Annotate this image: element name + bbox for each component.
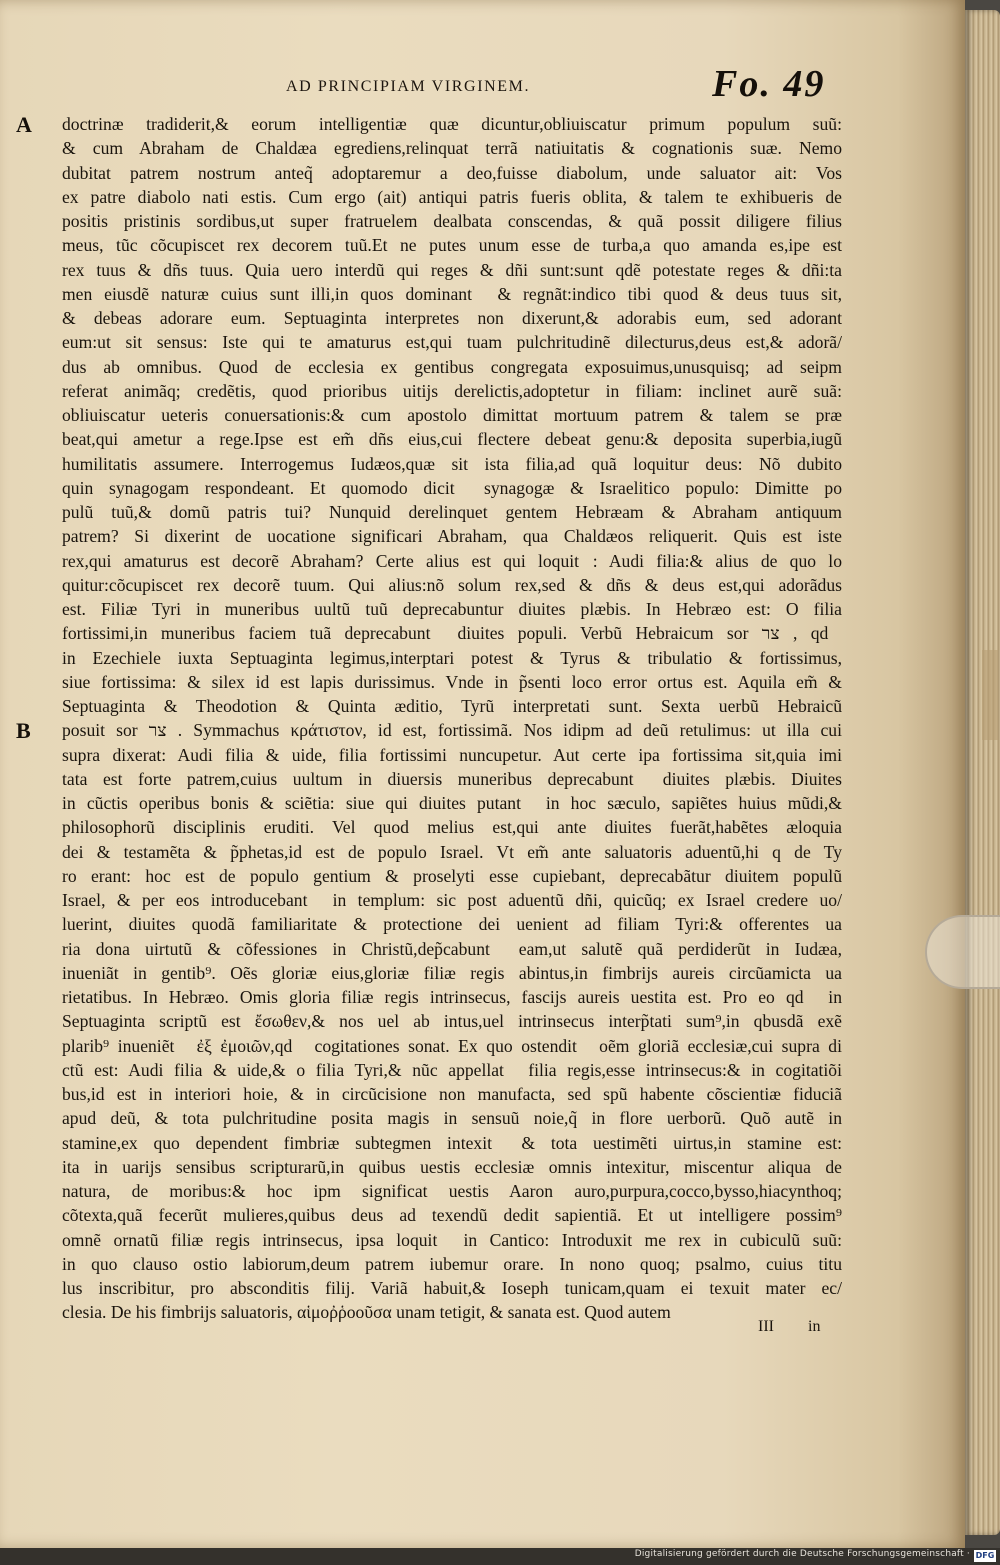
text-line: referat animãq; credẽtis, quod prioribus uitijs derelictis,adoptetur in filiam: inclinet aurẽ suã: [62,380,842,401]
text-line: plarib⁹ inueniẽtᷣ ἐξ ἐμοιῶν,qdᷣ cogitationes sonat. Ex quo ostenditᷣ oẽm gloriã ecclesiæ,cui supra di [62,1035,842,1056]
text-line: clesia. De his fimbrijs saluatoris, αἱμοῤῥοοῦσα unam tetigit, & sanata est. Quod autem [62,1302,671,1323]
text-line: men eiusdẽ naturæ cuius sunt illi,in quos dominantᷣ & regnãt:indico tibi quod & deus tuus sit, [62,283,842,304]
text-line: cõtexta,quã fecerũt mulieres,quibus deus ad texendũ dedit sapientiã. Et ut intelligere possim⁹ [62,1205,842,1226]
text-line: pulũ tuũ,& domũ patris tui? Nunquid derelinquet gentem Hebræam & Abraham antiquum [62,502,842,522]
text-line: rietatibus. In Hebræo. Omis gloria filiæ regis intrinsecus, fascijs aureis uestita est. Pro eo qdᷣ in [62,987,842,1007]
text-line: apud deũ, & tota pulchritudine posita magis in sensuũ noie,q̃ in flore uerborũ. Quõ autẽ in [62,1108,842,1129]
running-head [0,63,965,116]
text-line: positis pristinis sordibus,ut super fratruelem dealbata conscendas, & quã possit diligere filius [62,211,842,231]
text-line: meus, tũc cõcupiscet rex decorem tuũ.Et ne putes unum esse de turba,a quo amanda es,ipe est [62,235,842,256]
text-line: in cũctis operibus bonis & sciẽtia: siue qui diuites putantᷣ in hoc sæculo, sapiẽtes huius mũdi,& [62,793,842,813]
text-line: ria dona uirtutũ & cõfessiones in Christũ,dep̃cabuntᷣ eam,ut salutẽ quã perdiderũt in Iudæa, [62,938,842,959]
text-line: ex patre diabolo nati estis. Cum ergo (ait) antiqui patris fueris oblita, & talem te exhibueris de [62,186,842,207]
text-line: rex,qui amaturus est decorẽ Abraham? Certe alius est qui loquitᷣ: Audi filia:& alius de quo lo [62,550,842,571]
text-line: posuit sor צר . Symmachus κράτιστον, id est, fortissimã. Nos idipm ad deũ retulimus: ut illa cui [62,720,842,741]
paper-clip [925,915,1000,989]
text-line: & cum Abraham de Chaldæa egrediens,relinquat terrã natiuitatis & cognationis suæ. Nemo [62,138,842,159]
text-line: dei & testamẽta & p̃phetas,id est de populo Israel. Vt em̃ ante saluatoris aduentũ,hi q de Ty [62,841,842,862]
folio-number: Fo. 49 [712,63,826,105]
text-line: in quo clauso ostio labiorum,deum patrem iubemur orare. In nono quoq; psalmo, cuius titu [62,1253,842,1274]
text-line: lus inscribitur, pro absconditis filij. Variã habuit,& Ioseph tunicam,quam ei texuit mater ec/ [62,1278,842,1298]
text-line: inueniãt in gentib⁹. Oẽs gloriæ eius,gloriæ filiæ regis abintus,in fimbrijs aureis circũamicta ua [62,962,842,983]
text-line: ro erant: hoc est de populo gentium & proselyti esse cupiebant, deprecabãtur diuitem populũ [62,865,842,886]
page-edge-stain [982,650,998,740]
text-line: dubitat patrem nostrum anteq̃ adoptaremur a deo,fuisse diabolum, unde saluator ait: Vos [62,162,842,183]
running-title: AD PRINCIPIAM VIRGINEM. [286,78,531,95]
text-line: philosophorũ disciplinis eruditi. Vel quod melius est,qui ante diuites fuerãt,habẽtes æloquia [62,817,842,838]
text-line: dus ab omnibus. Quod de ecclesia ex gentibus congregata exposuimus,unusquisq; ad seipm [62,356,842,377]
text-line: doctrinæ tradiderit,& eorum intelligentiæ quæ dicuntur,obliuiscatur primum populum suũ: [62,114,842,134]
text-line: luerint, diuites quodã familiaritate & protectione dei uenient ad filiam Tyri:& offerentes ua [62,914,842,935]
text-line: beat,qui ametur a rege.Ipse est em̃ dñs eius,cui flectere debeat genu:& deposita superbia,iugũ [62,429,842,450]
text-line: humilitatis assumere. Interrogemus Iudæos,quæ sit ista filia,ad quã loquitur deus: Nõ dubito [62,453,842,474]
text-line: natura, de moribus:& hoc ipm significat uestis Aaron auro,purpura,cocco,bysso,hiacynthoq; [62,1181,842,1201]
footer-bar [0,1548,1000,1565]
text-line: & debeas adorare eum. Septuaginta interpretes non dixerunt,& adorabis eum, sed adorant [62,308,842,328]
text-line: rex tuus & dñs tuus. Quia uero interdũ qui reges & dñi sunt:sunt qdẽ potestate reges & dñi:ta [62,259,842,280]
text-line: Septuaginta & Theodotion & Quinta æditio, Tyrũ interpretati sunt. Sexta uerbũ Hebraicũ [62,696,842,716]
text-line: Septuaginta scriptũ est ἔσωθεν,& nos uel ab intus,uel intrinsecus interp̃tati sum⁹,in qbusdã exẽ [62,1011,842,1032]
text-line: patrem? Si dixerint de uocatione significari Abraham, qua Chaldæos reliquerit. Quis est iste [62,526,842,547]
section-marker-a: A [16,112,32,137]
text-line: est. Filiæ Tyri in muneribus uultũ tuũ deprecabuntur diuites plæbis. In Hebræo est: O filia [62,599,842,619]
text-line: siue fortissima: & silex id est lapis durissimus. Vnde in p̃senti loco error ortus est. Aquila em̃ & [62,671,842,692]
section-marker-b: B [16,718,31,743]
text-line: tata est forte patrem,cuius uultum in diuersis muneribus deprecabuntᷣ diuites plæbis. Diuites [62,768,842,789]
catchword: in [808,1318,821,1335]
footer-credit: Digitalisierung gefördert durch die Deutsche Forschungsgemeinschaft · [634,1549,970,1559]
text-line: bus,id est in interiori hoie, & in circũcisione non manufacta, sed spũ habente cõscientiæ fiduciã [62,1084,842,1104]
main-text-block [62,112,842,1325]
text-line: quin synagogam respondeant. Et quomodo dicitᷣ synagogæ & Israelitico populo: Dimitte po [62,477,842,498]
text-line: eum:ut sit sensus: Iste qui te amaturus est,qui tuam pulchritudinẽ dilecturus,deus est,& adorã/ [62,332,842,353]
text-line: omnẽ ornatũ filiæ regis intrinsecus, ipsa loquitᷣ in Cantico: Introduxit me rex in cubiculũ suũ: [62,1229,842,1250]
text-line: ctũ est: Audi filia & uide,& o filia Tyri,& nũc appellatᷣ filia regis,esse intrinsecus:& in cogitatiõi [62,1059,842,1080]
text-line: stamine,ex quo dependent fimbriæ subtegmen intexitᷣ & tota uestimẽti uirtus,in stamine est: [62,1132,842,1153]
text-line: quitur:cõcupiscet rex decorẽ tuum. Qui alius:nõ solum rex,sed & dñs & deus est,qui adorãdus [62,574,842,595]
page-edges [965,10,1000,1535]
text-line: fortissimi,in muneribus faciem tuã deprecabuntᷣ diuites populi. Verbũ Hebraicum sor צר , qdᷣ [62,623,842,644]
text-line: obliuiscatur ueteris conuersationis:& cum apostolo dimittat mortuum patrem & talem se præ [62,405,842,425]
signature-mark: III [758,1318,774,1335]
text-line: Israel, & per eos introducebantᷣ in templum: sic post aduentũ dñi, quicũq; ex Israel credere uo/ [62,890,842,910]
text-line: ita in uarijs sensibus scripturarũ,in quibus uestis ecclesiæ omnis intexitur, miscentur aliqua de [62,1156,842,1177]
text-line: in Ezechiele iuxta Septuaginta legimus,interptari potest & Tyrus & tribulatio & fortissimus, [62,647,842,668]
dfg-logo: DFG [975,1551,995,1560]
text-line: supra dixerat: Audi filia & uide, filia fortissimi nuncupetur. Aut certe ipa fortissima sit,quia imi [62,744,842,765]
